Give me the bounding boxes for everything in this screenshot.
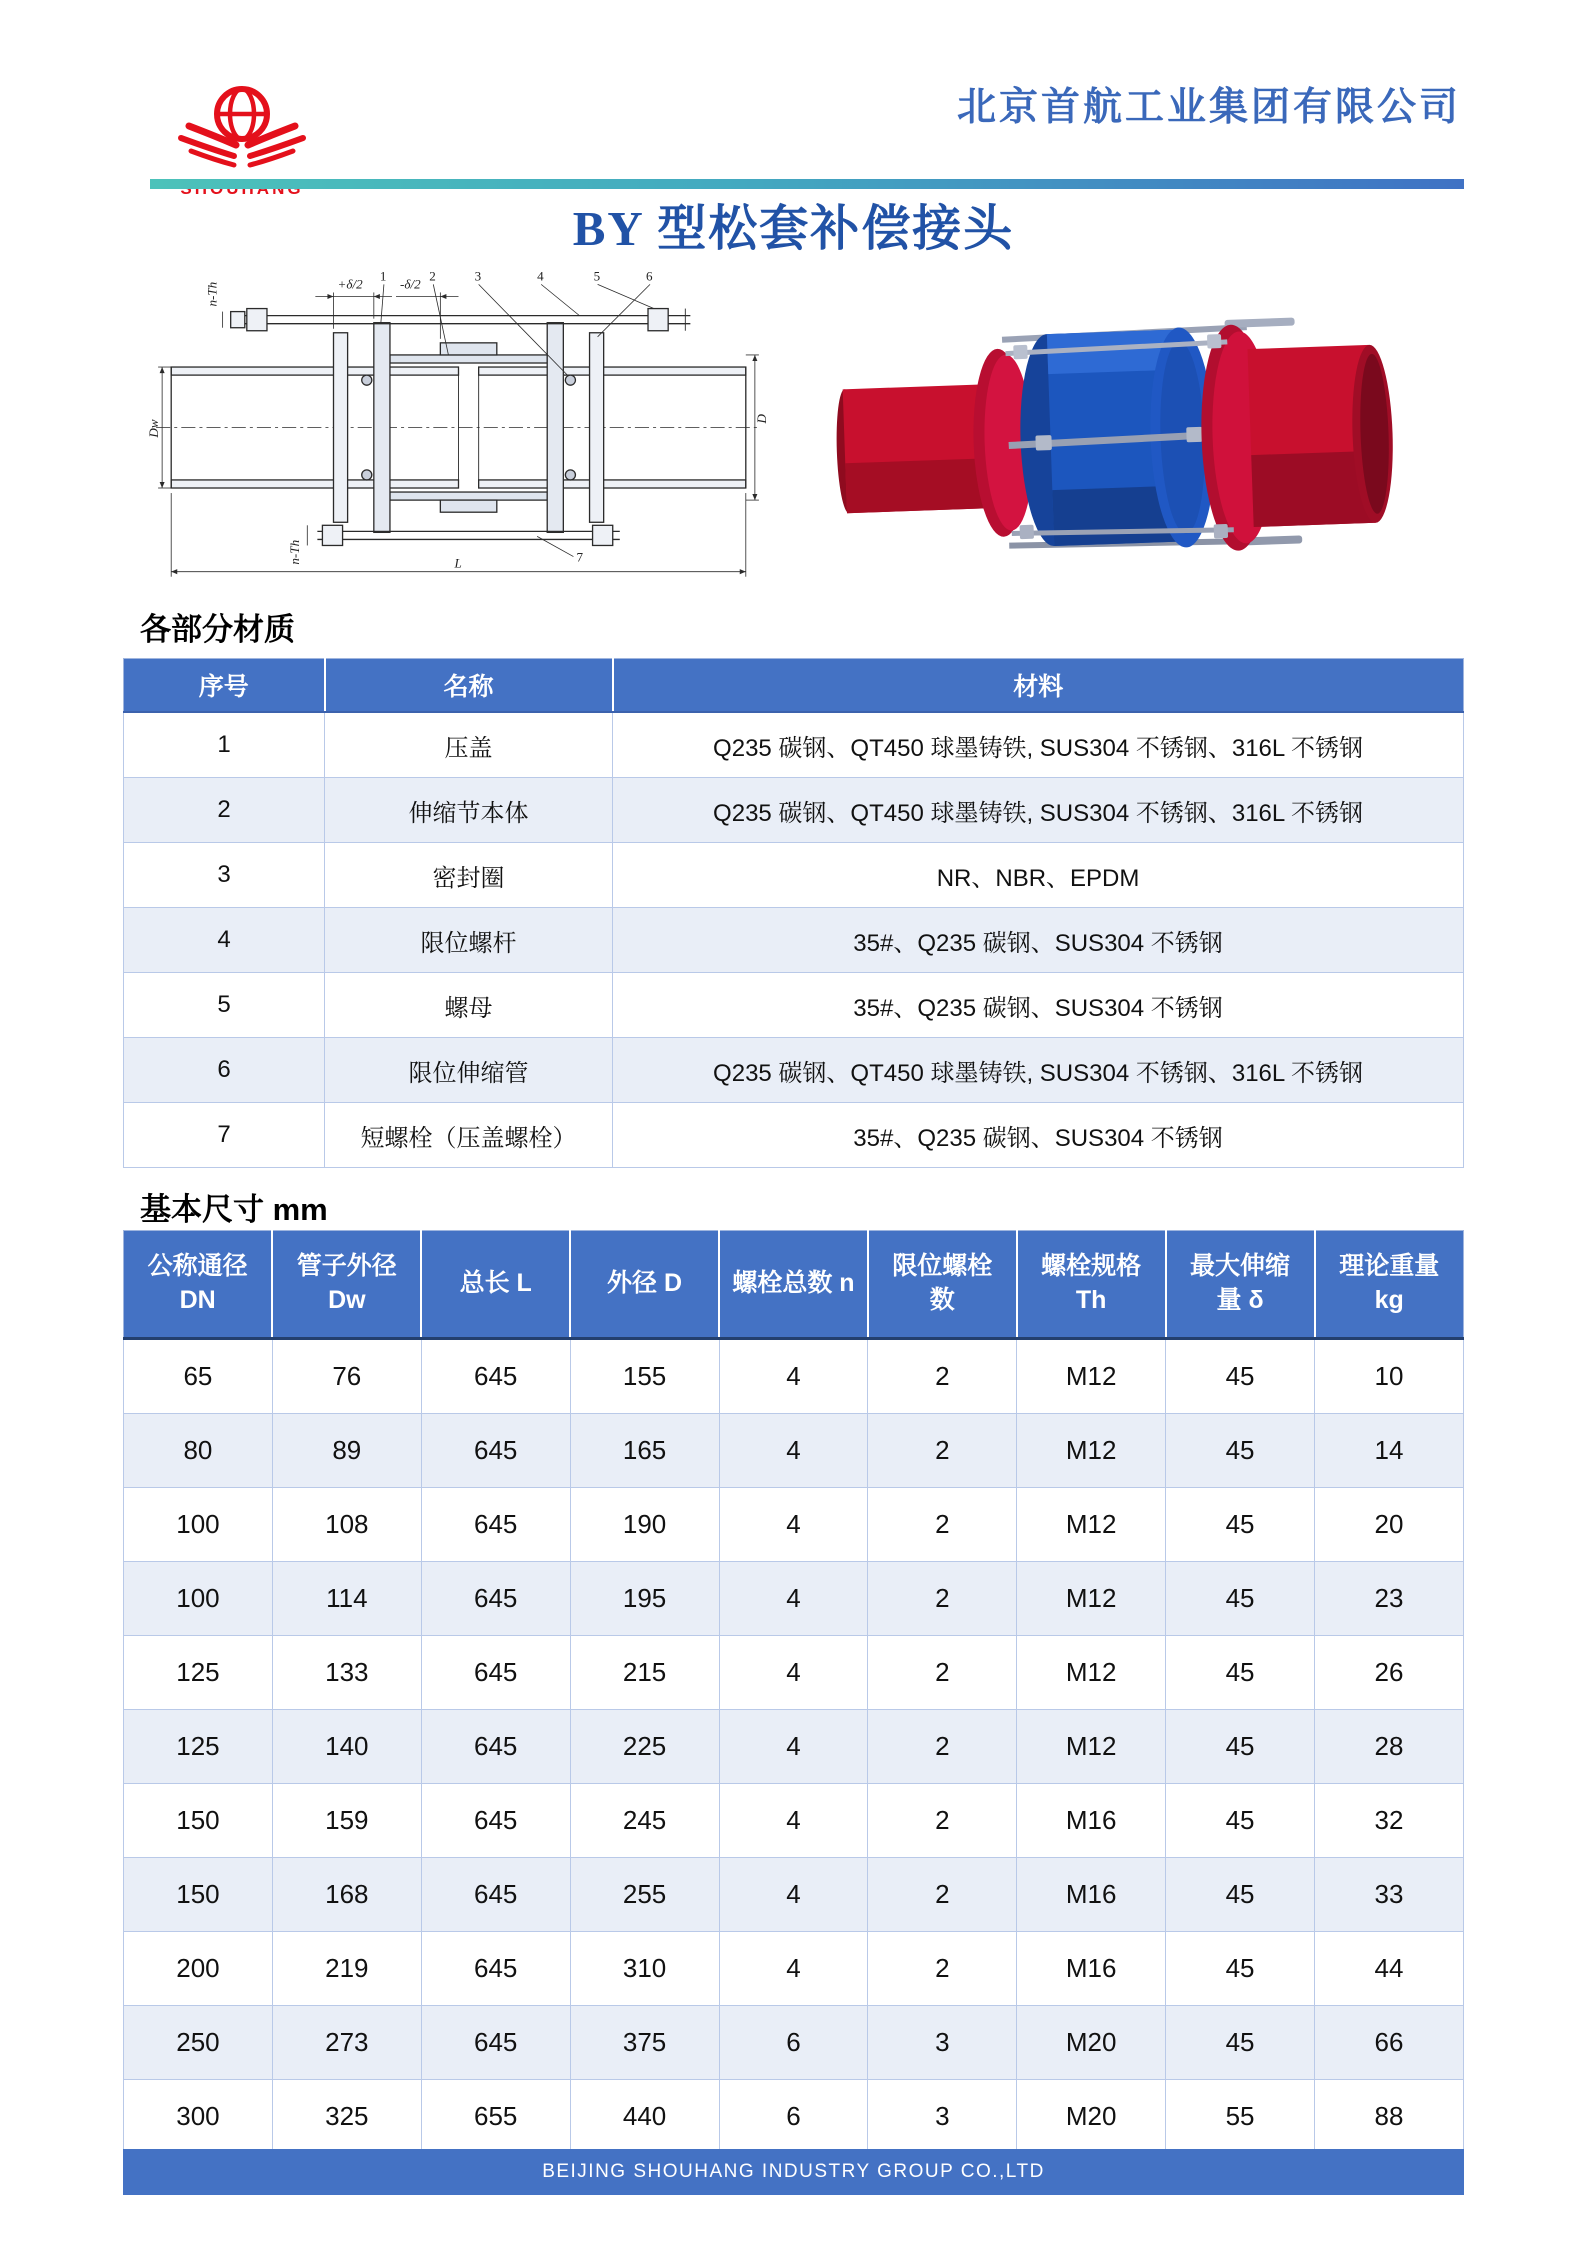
table-cell: 6 (719, 2006, 868, 2080)
table-cell: 密封圈 (325, 843, 613, 908)
drawing-label-part-7: 7 (576, 549, 583, 565)
column-header-total-length: 总长 L (421, 1231, 570, 1339)
table-cell: 645 (421, 2006, 570, 2080)
table-cell: 155 (570, 1339, 719, 1414)
table-cell: 32 (1315, 1784, 1464, 1858)
table-cell: 4 (719, 1784, 868, 1858)
table-cell: 190 (570, 1488, 719, 1562)
table-cell: 4 (719, 1932, 868, 2006)
table-row (124, 843, 1464, 908)
table-row (124, 908, 1464, 973)
table-cell: 4 (719, 1488, 868, 1562)
materials-section-heading: 各部分材质 (140, 612, 295, 647)
table-row (124, 1038, 1464, 1103)
table-cell: M20 (1017, 2080, 1166, 2154)
table-cell: 35#、Q235 碳钢、SUS304 不锈钢 (613, 908, 1464, 973)
table-cell: 325 (272, 2080, 421, 2154)
table-cell: 159 (272, 1784, 421, 1858)
table-cell: 20 (1315, 1488, 1464, 1562)
table-cell: 伸缩节本体 (325, 778, 613, 843)
table-cell: 45 (1166, 1858, 1315, 1932)
header-row (124, 659, 1464, 713)
table-row (124, 1932, 1464, 2006)
table-cell: 3 (868, 2080, 1017, 2154)
column-header-dw: 管子外径 Dw (272, 1231, 421, 1339)
table-row (124, 2080, 1464, 2154)
page-title: BY 型松套补偿接头 (572, 201, 1015, 256)
column-header-limit-bolt-count: 限位螺栓 数 (868, 1231, 1017, 1339)
column-header-dn: 公称通径 DN (124, 1231, 273, 1339)
table-cell: 645 (421, 1932, 570, 2006)
table-row (124, 1562, 1464, 1636)
table-row (124, 1339, 1464, 1414)
table-cell: 645 (421, 1488, 570, 1562)
drawing-label-part-1: 1 (379, 268, 387, 284)
table-cell: 150 (124, 1784, 273, 1858)
table-cell: 7 (124, 1103, 325, 1168)
table-cell: 200 (124, 1932, 273, 2006)
table-row (124, 1784, 1464, 1858)
table-cell: 4 (719, 1339, 868, 1414)
table-cell: 44 (1315, 1932, 1464, 2006)
table-cell: 45 (1166, 1932, 1315, 2006)
product-photo (828, 292, 1393, 582)
table-cell: M16 (1017, 1784, 1166, 1858)
table-cell: 14 (1315, 1414, 1464, 1488)
table-cell: M12 (1017, 1562, 1166, 1636)
table-cell: 219 (272, 1932, 421, 2006)
column-header-name: 名称 (325, 659, 613, 713)
table-row (124, 2006, 1464, 2080)
table-cell: 4 (719, 1858, 868, 1932)
table-cell: M16 (1017, 1858, 1166, 1932)
table-cell: 45 (1166, 1339, 1315, 1414)
table-row (124, 1710, 1464, 1784)
table-cell: 80 (124, 1414, 273, 1488)
table-cell: 2 (868, 1488, 1017, 1562)
column-header-outer-dia: 外径 D (570, 1231, 719, 1339)
table-cell: 26 (1315, 1636, 1464, 1710)
table-cell: 133 (272, 1636, 421, 1710)
table-cell: 108 (272, 1488, 421, 1562)
table-cell: 2 (868, 1932, 1017, 2006)
table-cell: 2 (868, 1562, 1017, 1636)
table-cell: 100 (124, 1562, 273, 1636)
dimensions-section-heading: 基本尺寸 mm (140, 1192, 328, 1227)
column-header-bolt-count: 螺栓总数 n (719, 1231, 868, 1339)
table-cell: 250 (124, 2006, 273, 2080)
table-cell: 76 (272, 1339, 421, 1414)
table-cell: 33 (1315, 1858, 1464, 1932)
table-cell: 2 (868, 1710, 1017, 1784)
table-cell: 125 (124, 1636, 273, 1710)
table-cell: 2 (868, 1414, 1017, 1488)
drawing-label-part-6: 6 (646, 268, 653, 284)
drawing-label-part-3: 3 (474, 268, 482, 284)
table-cell: 645 (421, 1562, 570, 1636)
table-cell: 35#、Q235 碳钢、SUS304 不锈钢 (613, 973, 1464, 1038)
table-row (124, 1414, 1464, 1488)
company-name: 北京首航工业集团有限公司 (956, 86, 1461, 129)
table-cell: 89 (272, 1414, 421, 1488)
table-cell: M12 (1017, 1339, 1166, 1414)
table-cell: 375 (570, 2006, 719, 2080)
column-header-max-expansion: 最大伸缩 量 δ (1166, 1231, 1315, 1339)
footer-bar (123, 2149, 1464, 2195)
table-row (124, 712, 1464, 778)
table-cell: 645 (421, 1784, 570, 1858)
product-photo-figure (828, 292, 1393, 582)
table-cell: 140 (272, 1710, 421, 1784)
table-cell: 45 (1166, 1414, 1315, 1488)
table-row (124, 1103, 1464, 1168)
table-cell: 273 (272, 2006, 421, 2080)
column-header-bolt-spec: 螺栓规格 Th (1017, 1231, 1166, 1339)
drawing-dim-n-th-top: n-Th (204, 281, 220, 307)
technical-drawing-figure (146, 266, 771, 584)
table-cell: 2 (868, 1339, 1017, 1414)
table-cell: 165 (570, 1414, 719, 1488)
table-cell: 310 (570, 1932, 719, 2006)
table-cell: Q235 碳钢、QT450 球墨铸铁, SUS304 不锈钢、316L 不锈钢 (613, 712, 1464, 778)
table-row (124, 973, 1464, 1038)
table-cell: 2 (868, 1636, 1017, 1710)
table-cell: 短螺栓（压盖螺栓） (325, 1103, 613, 1168)
table-cell: 645 (421, 1858, 570, 1932)
dimensions-table (123, 1230, 1464, 2154)
table-cell: 125 (124, 1710, 273, 1784)
table-cell: M20 (1017, 2006, 1166, 2080)
column-header-index: 序号 (124, 659, 325, 713)
materials-table-header (124, 659, 1464, 713)
table-cell: 55 (1166, 2080, 1315, 2154)
table-cell: 4 (124, 908, 325, 973)
drawing-label-part-4: 4 (537, 268, 544, 284)
table-cell: 645 (421, 1414, 570, 1488)
table-cell: 100 (124, 1488, 273, 1562)
dimensions-table-header (124, 1231, 1464, 1339)
table-cell: 2 (868, 1858, 1017, 1932)
table-row (124, 778, 1464, 843)
table-cell: M16 (1017, 1932, 1166, 2006)
table-cell: 225 (570, 1710, 719, 1784)
table-cell: 45 (1166, 1710, 1315, 1784)
table-cell: 2 (868, 1784, 1017, 1858)
table-cell: 限位螺杆 (325, 908, 613, 973)
table-cell: 645 (421, 1339, 570, 1414)
table-cell: 限位伸缩管 (325, 1038, 613, 1103)
table-cell: NR、NBR、EPDM (613, 843, 1464, 908)
table-cell: M12 (1017, 1488, 1166, 1562)
table-row (124, 1636, 1464, 1710)
column-header-material: 材料 (613, 659, 1464, 713)
table-cell: M12 (1017, 1710, 1166, 1784)
table-cell: 150 (124, 1858, 273, 1932)
table-cell: Q235 碳钢、QT450 球墨铸铁, SUS304 不锈钢、316L 不锈钢 (613, 1038, 1464, 1103)
table-cell: 45 (1166, 1636, 1315, 1710)
table-cell: M12 (1017, 1636, 1166, 1710)
table-row (124, 1488, 1464, 1562)
footer-text: BEIJING SHOUHANG INDUSTRY GROUP CO.,LTD (542, 2161, 1045, 2182)
table-cell: 66 (1315, 2006, 1464, 2080)
dimensions-table-body (124, 1339, 1464, 2154)
table-cell: 螺母 (325, 973, 613, 1038)
table-cell: 3 (868, 2006, 1017, 2080)
table-cell: M12 (1017, 1414, 1166, 1488)
column-header-weight: 理论重量 kg (1315, 1231, 1464, 1339)
shouhang-emblem-icon (167, 78, 317, 178)
drawing-dim-dw: Dw (146, 419, 162, 438)
table-cell: 45 (1166, 1562, 1315, 1636)
table-cell: 4 (719, 1562, 868, 1636)
table-cell: 5 (124, 973, 325, 1038)
header-divider (150, 179, 1464, 189)
table-cell: 4 (719, 1414, 868, 1488)
header-row (124, 1231, 1464, 1339)
table-cell: 88 (1315, 2080, 1464, 2154)
table-cell: 195 (570, 1562, 719, 1636)
table-cell: 114 (272, 1562, 421, 1636)
table-cell: 4 (719, 1710, 868, 1784)
table-cell: 3 (124, 843, 325, 908)
table-cell: 645 (421, 1636, 570, 1710)
table-cell: 4 (719, 1636, 868, 1710)
table-cell: 45 (1166, 1488, 1315, 1562)
table-cell: 645 (421, 1710, 570, 1784)
technical-drawing (146, 266, 771, 584)
table-cell: Q235 碳钢、QT450 球墨铸铁, SUS304 不锈钢、316L 不锈钢 (613, 778, 1464, 843)
drawing-dim-l: L (454, 555, 462, 571)
table-cell: 6 (719, 2080, 868, 2154)
table-cell: 23 (1315, 1562, 1464, 1636)
table-row (124, 1858, 1464, 1932)
materials-table-body (124, 712, 1464, 1168)
drawing-dim-d: D (753, 414, 769, 424)
table-cell: 440 (570, 2080, 719, 2154)
table-cell: 255 (570, 1858, 719, 1932)
drawing-label-part-2: 2 (429, 268, 436, 284)
table-cell: 2 (124, 778, 325, 843)
table-cell: 45 (1166, 1784, 1315, 1858)
table-cell: 6 (124, 1038, 325, 1103)
table-cell: 1 (124, 712, 325, 778)
table-cell: 45 (1166, 2006, 1315, 2080)
table-cell: 300 (124, 2080, 273, 2154)
table-cell: 10 (1315, 1339, 1464, 1414)
drawing-dim-delta-plus: +δ/2 (337, 276, 363, 292)
table-cell: 245 (570, 1784, 719, 1858)
table-cell: 65 (124, 1339, 273, 1414)
table-cell: 35#、Q235 碳钢、SUS304 不锈钢 (613, 1103, 1464, 1168)
drawing-dim-n-th-bottom: n-Th (287, 539, 303, 565)
materials-table (123, 658, 1464, 1168)
table-cell: 28 (1315, 1710, 1464, 1784)
table-cell: 215 (570, 1636, 719, 1710)
table-cell: 655 (421, 2080, 570, 2154)
drawing-dim-delta-minus: -δ/2 (400, 276, 421, 292)
table-cell: 压盖 (325, 712, 613, 778)
table-cell: 168 (272, 1858, 421, 1932)
drawing-label-part-5: 5 (593, 268, 601, 284)
